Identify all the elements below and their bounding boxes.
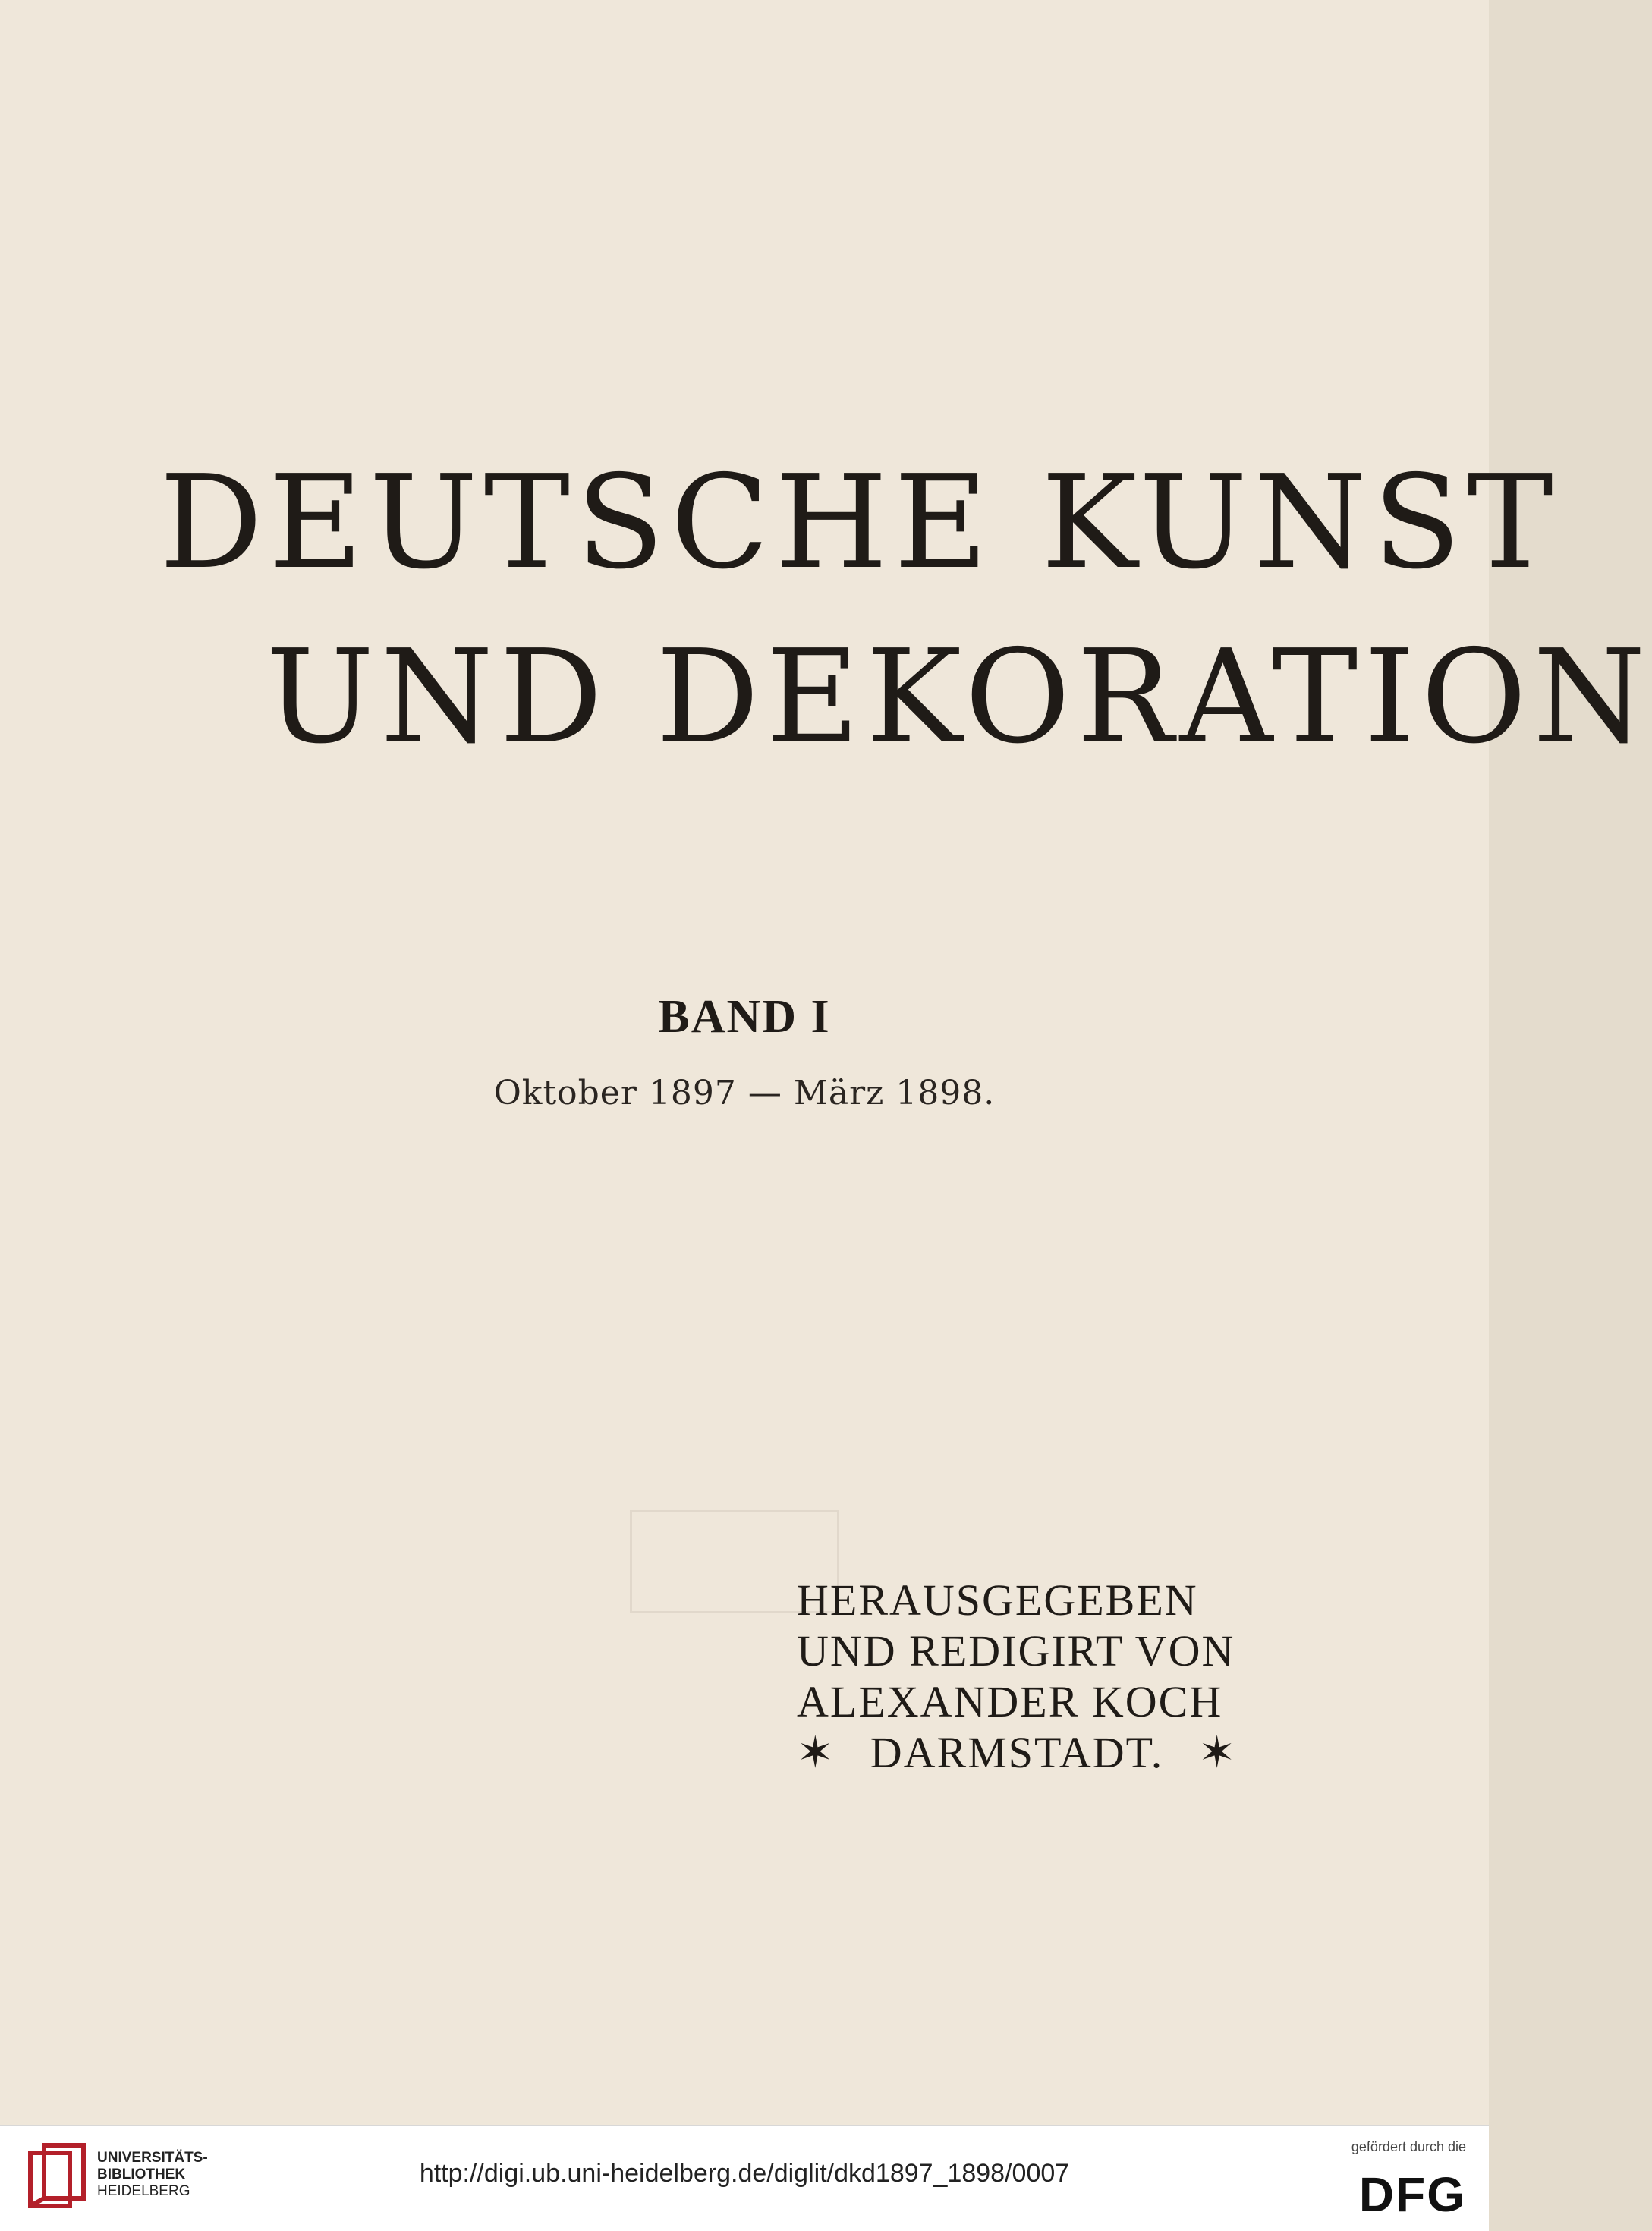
editor-line: ALEXANDER KOCH <box>797 1677 1223 1726</box>
editor-place-line <box>797 1727 1237 1778</box>
funding-caption: gefördert durch die <box>1351 2139 1466 2154</box>
library-name-line: BIBLIOTHEK <box>97 2166 186 2182</box>
viewer-footer <box>0 2125 1489 2231</box>
editor-line: UND REDIGIRT VON <box>797 1626 1235 1676</box>
title-line-2: UND DEKORATION <box>266 622 1652 773</box>
permalink-url[interactable]: http://digi.ub.uni-heidelberg.de/diglit/dkd1897_1898/0007 <box>419 2159 1070 2188</box>
editor-place: DARMSTADT. <box>870 1728 1164 1777</box>
publication-period: Oktober 1897 — März 1898. <box>493 1074 996 1112</box>
dfg-logo[interactable]: DFG <box>1358 2167 1466 2222</box>
volume-label: BAND I <box>658 991 831 1043</box>
library-name-line: UNIVERSITÄTS- <box>97 2150 208 2166</box>
title-line-1: DEUTSCHE KUNST <box>159 448 1559 598</box>
star-ornament-icon: ✶ <box>797 1728 835 1777</box>
editor-line: HERAUSGEGEBEN <box>797 1575 1198 1625</box>
star-ornament-icon: ✶ <box>1198 1728 1237 1777</box>
editor-block <box>797 1575 1282 1778</box>
library-name-line: HEIDELBERG <box>97 2183 190 2199</box>
